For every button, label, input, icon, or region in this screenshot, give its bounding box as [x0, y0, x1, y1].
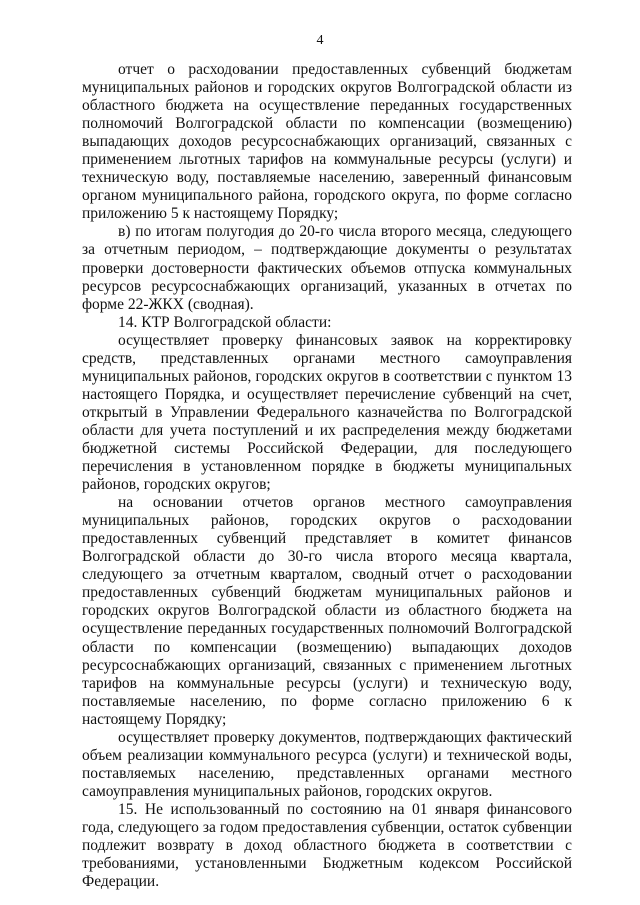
- paragraph-report-form: отчет о расходовании предоставленных субвенций бюджетам муниципальных районов и городских округов Волгоградской области из областного бюджета на осуществление переданных государственных полномочий Волгоградской области по компенсации (возмещению) выпадающих доходов ресурсоснабжающих организаций, связанных с применением льготных тарифов на коммунальные ресурсы (услуги) и техническую воду, поставляемые населению, заверенный финансовым органом муниципального района, городского округа, по форме согласно приложению 5 к настоящему Порядку;: [82, 61, 572, 223]
- paragraph-financial-check: осуществляет проверку финансовых заявок на корректировку средств, представленных органами местного самоуправления муниципальных районов, городских округов в соответствии с пунктом 13 настоящего Порядка, и осуществляет перечисление субвенций на счет, открытый в Управлении Федерального казначейства по Волгоградской области для учета поступлений и их распределения между бюджетами бюджетной системы Российской Федерации, для последующего перечисления в установленном порядке в бюджеты муниципальных районов, городских округов;: [82, 331, 572, 494]
- document-body: [82, 61, 572, 891]
- section-15-paragraph: 15. Не использованный по состоянию на 01 января финансового года, следующего за годом предоставления субвенции, остаток субвенции подлежит возврату в доход областного бюджета в соответствии с требованиями, установленными Бюджетным кодексом Российской Федерации.: [82, 800, 572, 891]
- paragraph-item-v: в) по итогам полугодия до 20-го числа второго месяца, следующего за отчетным периодом, – подтверждающие документы о результатах проверки достоверности фактических объемов отпуска коммунальных ресурсов ресурсоснабжающих организаций, указанных в отчетах по форме 22-ЖКХ (сводная).: [82, 223, 572, 313]
- section-14-heading: 14. КТР Волгоградской области:: [118, 313, 332, 331]
- paragraph-summary-report: на основании отчетов органов местного самоуправления муниципальных районов, городских округов о расходовании предоставленных субвенций представляет в комитет финансов Волгоградской области до 30-го числа второго месяца квартала, следующего за отчетным кварталом, сводный отчет о расходовании предоставленных субвенций бюджетам муниципальных районов и городских округов Волгоградской области из областного бюджета на осуществление переданных государственных полномочий Волгоградской области по компенсации (возмещению) выпадающих доходов ресурсоснабжающих организаций, связанных с применением льготных тарифов на коммунальные ресурсы (услуги) и техническую воду, поставляемые населению, по форме согласно приложению 6 к настоящему Порядку;: [82, 494, 572, 728]
- page-number: 4: [316, 33, 324, 48]
- paragraph-document-check: осуществляет проверку документов, подтверждающих фактический объем реализации коммунального ресурса (услуги) и технической воды, поставляемых населению, представленных органами местного самоуправления муниципальных районов, городских округов.: [82, 728, 572, 800]
